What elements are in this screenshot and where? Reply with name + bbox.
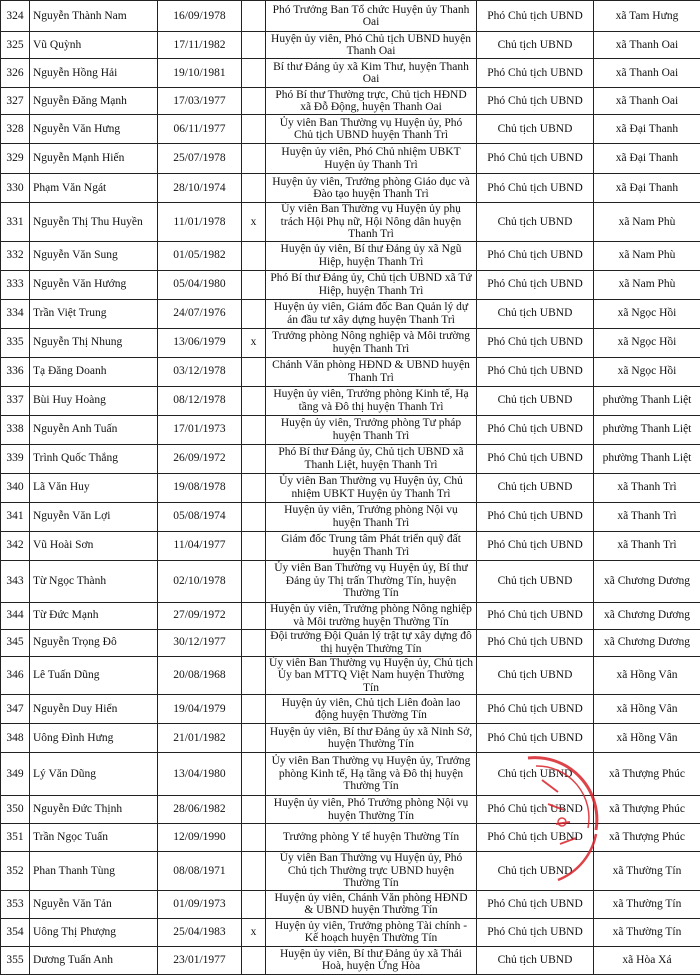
full-name-cell: Trần Việt Trung	[30, 299, 158, 328]
table-row	[1, 629, 700, 656]
proposed-position-cell: Chủ tịch UBND	[477, 560, 594, 602]
female-mark-cell: x	[242, 328, 266, 357]
proposed-position-cell: Phó Chủ tịch UBND	[477, 695, 594, 724]
full-name-cell: Nguyễn Văn Sung	[30, 241, 158, 270]
commune-unit-cell: xã Thanh Oai	[594, 32, 700, 59]
proposed-position-cell: Chủ tịch UBND	[477, 386, 594, 415]
birth-date-cell: 28/10/1974	[158, 174, 242, 203]
table-row	[1, 59, 700, 88]
female-mark-cell	[242, 890, 266, 918]
current-position-cell: Ủy viên Ban Thường vụ Huyện ủy, Bí thư Đảng ủy Thị trấn Thường Tín, huyện Thường Tín	[266, 560, 477, 602]
current-position-cell: Huyện ủy viên, Phó Chủ nhiệm UBKT Huyện ủy Thanh Trì	[266, 144, 477, 174]
row-number-cell: 354	[1, 918, 30, 946]
birth-date-cell: 08/12/1978	[158, 386, 242, 415]
proposed-position-cell: Phó Chủ tịch UBND	[477, 415, 594, 444]
current-position-cell: Huyện ủy viên, Bí thư Đảng ủy xã Ngũ Hiệp, huyện Thanh Trì	[266, 241, 477, 270]
row-number-cell: 332	[1, 241, 30, 270]
row-number-cell: 346	[1, 656, 30, 695]
table-row	[1, 890, 700, 918]
birth-date-cell: 19/04/1979	[158, 695, 242, 724]
female-mark-cell	[242, 695, 266, 724]
current-position-cell: Huyện ủy viên, Trưởng phòng Kinh tế, Hạ tầng và Đô thị huyện Thanh Trì	[266, 386, 477, 415]
female-mark-cell	[242, 1, 266, 32]
female-mark-cell	[242, 560, 266, 602]
commune-unit-cell: phường Thanh Liệt	[594, 386, 700, 415]
full-name-cell: Phạm Văn Ngát	[30, 174, 158, 203]
female-mark-cell	[242, 656, 266, 695]
commune-unit-cell: xã Nam Phù	[594, 270, 700, 299]
table-row	[1, 602, 700, 629]
proposed-position-cell: Phó Chủ tịch UBND	[477, 88, 594, 115]
current-position-cell: Phó Trưởng Ban Tổ chức Huyện ủy Thanh Oai	[266, 1, 477, 32]
table-body	[1, 1, 700, 975]
row-number-cell: 344	[1, 602, 30, 629]
row-number-cell: 335	[1, 328, 30, 357]
female-mark-cell	[242, 724, 266, 753]
current-position-cell: Giám đốc Trung tâm Phát triển quỹ đất huyện Thanh Trì	[266, 531, 477, 560]
female-mark-cell	[242, 824, 266, 852]
female-mark-cell	[242, 299, 266, 328]
proposed-position-cell: Chủ tịch UBND	[477, 32, 594, 59]
female-mark-cell	[242, 796, 266, 824]
row-number-cell: 342	[1, 531, 30, 560]
commune-unit-cell: xã Ngọc Hồi	[594, 299, 700, 328]
table-row	[1, 444, 700, 473]
commune-unit-cell: xã Thanh Oai	[594, 59, 700, 88]
full-name-cell: Nguyễn Văn Hướng	[30, 270, 158, 299]
row-number-cell: 340	[1, 473, 30, 502]
female-mark-cell	[242, 473, 266, 502]
proposed-position-cell: Phó Chủ tịch UBND	[477, 174, 594, 203]
row-number-cell: 350	[1, 796, 30, 824]
current-position-cell: Ủy viên Ban Thường vụ Huyện ủy, Chủ tịch Ủy ban MTTQ Việt Nam huyện Thường Tín	[266, 656, 477, 695]
row-number-cell: 336	[1, 357, 30, 386]
birth-date-cell: 19/08/1978	[158, 473, 242, 502]
full-name-cell: Nguyễn Anh Tuấn	[30, 415, 158, 444]
current-position-cell: Ủy viên Ban Thường vụ Huyện ủy phụ trách Hội Phụ nữ, Hội Nông dân huyện Thanh Trì	[266, 203, 477, 242]
full-name-cell: Từ Đức Mạnh	[30, 602, 158, 629]
proposed-position-cell: Phó Chủ tịch UBND	[477, 890, 594, 918]
proposed-position-cell: Phó Chủ tịch UBND	[477, 241, 594, 270]
row-number-cell: 338	[1, 415, 30, 444]
proposed-position-cell: Phó Chủ tịch UBND	[477, 357, 594, 386]
current-position-cell: Huyện ủy viên, Phó Trưởng phòng Nội vụ huyện Thường Tín	[266, 796, 477, 824]
row-number-cell: 325	[1, 32, 30, 59]
row-number-cell: 353	[1, 890, 30, 918]
full-name-cell: Nguyễn Văn Hưng	[30, 115, 158, 144]
table-row	[1, 852, 700, 891]
commune-unit-cell: xã Thường Tín	[594, 852, 700, 891]
birth-date-cell: 01/09/1973	[158, 890, 242, 918]
commune-unit-cell: xã Đại Thanh	[594, 115, 700, 144]
proposed-position-cell: Phó Chủ tịch UBND	[477, 724, 594, 753]
current-position-cell: Huyện ủy viên, Chủ tịch Liên đoàn lao động huyện Thường Tín	[266, 695, 477, 724]
proposed-position-cell: Phó Chủ tịch UBND	[477, 1, 594, 32]
commune-unit-cell: xã Nam Phù	[594, 241, 700, 270]
proposed-position-cell: Chủ tịch UBND	[477, 203, 594, 242]
female-mark-cell	[242, 59, 266, 88]
birth-date-cell: 05/04/1980	[158, 270, 242, 299]
birth-date-cell: 06/11/1977	[158, 115, 242, 144]
row-number-cell: 333	[1, 270, 30, 299]
table-row	[1, 203, 700, 242]
table-row	[1, 502, 700, 531]
proposed-position-cell: Chủ tịch UBND	[477, 946, 594, 974]
current-position-cell: Ủy viên Ban Thường vụ Huyện ủy, Chủ nhiệm UBKT Huyện ủy Thanh Trì	[266, 473, 477, 502]
row-number-cell: 355	[1, 946, 30, 974]
commune-unit-cell: xã Thường Tín	[594, 918, 700, 946]
table-row	[1, 270, 700, 299]
female-mark-cell	[242, 32, 266, 59]
full-name-cell: Nguyễn Trọng Đô	[30, 629, 158, 656]
birth-date-cell: 11/01/1978	[158, 203, 242, 242]
current-position-cell: Huyện ủy viên, Bí thư Đảng ủy xã Thái Hoà, huyện Ứng Hòa	[266, 946, 477, 974]
table-row	[1, 386, 700, 415]
full-name-cell: Uông Đình Hưng	[30, 724, 158, 753]
current-position-cell: Đội trưởng Đội Quản lý trật tự xây dựng đô thị huyện Thường Tín	[266, 629, 477, 656]
table-row	[1, 32, 700, 59]
commune-unit-cell: xã Thanh Trì	[594, 502, 700, 531]
current-position-cell: Huyện ủy viên, Trưởng phòng Nội vụ huyện Thanh Trì	[266, 502, 477, 531]
commune-unit-cell: xã Thanh Trì	[594, 473, 700, 502]
table-row	[1, 918, 700, 946]
commune-unit-cell: xã Chương Dương	[594, 602, 700, 629]
commune-unit-cell: xã Ngọc Hồi	[594, 328, 700, 357]
full-name-cell: Trình Quốc Thắng	[30, 444, 158, 473]
table-row	[1, 796, 700, 824]
table-row	[1, 946, 700, 974]
table-row	[1, 473, 700, 502]
row-number-cell: 347	[1, 695, 30, 724]
commune-unit-cell: phường Thanh Liệt	[594, 444, 700, 473]
table-row	[1, 144, 700, 174]
proposed-position-cell: Chủ tịch UBND	[477, 473, 594, 502]
commune-unit-cell: xã Hồng Vân	[594, 695, 700, 724]
female-mark-cell	[242, 852, 266, 891]
proposed-position-cell: Chủ tịch UBND	[477, 852, 594, 891]
female-mark-cell	[242, 357, 266, 386]
proposed-position-cell: Phó Chủ tịch UBND	[477, 629, 594, 656]
commune-unit-cell: xã Đại Thanh	[594, 144, 700, 174]
full-name-cell: Nguyễn Đức Thịnh	[30, 796, 158, 824]
table-row	[1, 241, 700, 270]
full-name-cell: Nguyễn Văn Lợi	[30, 502, 158, 531]
full-name-cell: Bùi Huy Hoàng	[30, 386, 158, 415]
birth-date-cell: 19/10/1981	[158, 59, 242, 88]
current-position-cell: Ủy viên Ban Thường vụ Huyện ủy, Phó Chủ tịch Thường trực UBND huyện Thường Tín	[266, 852, 477, 891]
table-row	[1, 724, 700, 753]
proposed-position-cell: Phó Chủ tịch UBND	[477, 502, 594, 531]
current-position-cell: Ủy viên Ban Thường vụ Huyện ủy, Trưởng phòng Kinh tế, Hạ tầng và Đô thị huyện Thường Tín	[266, 753, 477, 796]
full-name-cell: Nguyễn Thành Nam	[30, 1, 158, 32]
birth-date-cell: 08/08/1971	[158, 852, 242, 891]
current-position-cell: Huyện ủy viên, Trưởng phòng Tài chính - Kế hoạch huyện Thường Tín	[266, 918, 477, 946]
row-number-cell: 326	[1, 59, 30, 88]
row-number-cell: 329	[1, 144, 30, 174]
female-mark-cell	[242, 241, 266, 270]
proposed-position-cell: Chủ tịch UBND	[477, 115, 594, 144]
proposed-position-cell: Phó Chủ tịch UBND	[477, 918, 594, 946]
commune-unit-cell: xã Thanh Oai	[594, 88, 700, 115]
commune-unit-cell: phường Thanh Liệt	[594, 415, 700, 444]
full-name-cell: Vũ Hoài Sơn	[30, 531, 158, 560]
current-position-cell: Huyện ủy viên, Bí thư Đảng ủy xã Ninh Sở, huyện Thường Tín	[266, 724, 477, 753]
commune-unit-cell: xã Nam Phù	[594, 203, 700, 242]
full-name-cell: Vũ Quỳnh	[30, 32, 158, 59]
birth-date-cell: 01/05/1982	[158, 241, 242, 270]
full-name-cell: Nguyễn Mạnh Hiến	[30, 144, 158, 174]
table-row	[1, 115, 700, 144]
current-position-cell: Huyện ủy viên, Trưởng phòng Giáo dục và Đào tạo huyện Thanh Trì	[266, 174, 477, 203]
birth-date-cell: 12/09/1990	[158, 824, 242, 852]
full-name-cell: Nguyễn Hồng Hải	[30, 59, 158, 88]
birth-date-cell: 27/09/1972	[158, 602, 242, 629]
row-number-cell: 324	[1, 1, 30, 32]
commune-unit-cell: xã Thượng Phúc	[594, 824, 700, 852]
birth-date-cell: 30/12/1977	[158, 629, 242, 656]
proposed-position-cell: Phó Chủ tịch UBND	[477, 270, 594, 299]
current-position-cell: Trưởng phòng Y tế huyện Thường Tín	[266, 824, 477, 852]
commune-unit-cell: xã Chương Dương	[594, 629, 700, 656]
row-number-cell: 348	[1, 724, 30, 753]
commune-unit-cell: xã Thượng Phúc	[594, 753, 700, 796]
current-position-cell: Phó Bí thư Đảng ủy, Chủ tịch UBND xã Tứ Hiệp, huyện Thanh Trì	[266, 270, 477, 299]
birth-date-cell: 13/04/1980	[158, 753, 242, 796]
birth-date-cell: 23/01/1977	[158, 946, 242, 974]
proposed-position-cell: Phó Chủ tịch UBND	[477, 796, 594, 824]
commune-unit-cell: xã Tam Hưng	[594, 1, 700, 32]
proposed-position-cell: Phó Chủ tịch UBND	[477, 328, 594, 357]
current-position-cell: Bí thư Đảng ủy xã Kim Thư, huyện Thanh Oai	[266, 59, 477, 88]
commune-unit-cell: xã Thanh Trì	[594, 531, 700, 560]
full-name-cell: Nguyễn Duy Hiển	[30, 695, 158, 724]
commune-unit-cell: xã Hồng Vân	[594, 724, 700, 753]
current-position-cell: Phó Bí thư Đảng ủy, Chủ tịch UBND xã Thanh Liệt, huyện Thanh Trì	[266, 444, 477, 473]
female-mark-cell	[242, 415, 266, 444]
birth-date-cell: 28/06/1982	[158, 796, 242, 824]
current-position-cell: Huyện ủy viên, Giám đốc Ban Quản lý dự án đầu tư xây dựng huyện Thanh Trì	[266, 299, 477, 328]
female-mark-cell	[242, 115, 266, 144]
full-name-cell: Dương Tuấn Anh	[30, 946, 158, 974]
full-name-cell: Nguyễn Thị Nhung	[30, 328, 158, 357]
full-name-cell: Lý Văn Dũng	[30, 753, 158, 796]
row-number-cell: 339	[1, 444, 30, 473]
row-number-cell: 341	[1, 502, 30, 531]
female-mark-cell	[242, 602, 266, 629]
birth-date-cell: 16/09/1978	[158, 1, 242, 32]
commune-unit-cell: xã Chương Dương	[594, 560, 700, 602]
birth-date-cell: 05/08/1974	[158, 502, 242, 531]
row-number-cell: 331	[1, 203, 30, 242]
proposed-position-cell: Chủ tịch UBND	[477, 656, 594, 695]
table-row	[1, 88, 700, 115]
table-row	[1, 695, 700, 724]
table-row	[1, 415, 700, 444]
full-name-cell: Phan Thanh Tùng	[30, 852, 158, 891]
row-number-cell: 337	[1, 386, 30, 415]
full-name-cell: Trần Ngọc Tuấn	[30, 824, 158, 852]
birth-date-cell: 17/01/1973	[158, 415, 242, 444]
female-mark-cell	[242, 502, 266, 531]
current-position-cell: Huyện ủy viên, Trưởng phòng Nông nghiệp và Môi trường huyện Thường Tín	[266, 602, 477, 629]
row-number-cell: 351	[1, 824, 30, 852]
table-row	[1, 328, 700, 357]
row-number-cell: 328	[1, 115, 30, 144]
proposed-position-cell: Phó Chủ tịch UBND	[477, 144, 594, 174]
row-number-cell: 343	[1, 560, 30, 602]
commune-unit-cell: xã Thượng Phúc	[594, 796, 700, 824]
row-number-cell: 345	[1, 629, 30, 656]
current-position-cell: Huyện ủy viên, Trưởng phòng Tư pháp huyện Thanh Trì	[266, 415, 477, 444]
female-mark-cell	[242, 270, 266, 299]
commune-unit-cell: xã Ngọc Hồi	[594, 357, 700, 386]
birth-date-cell: 17/11/1982	[158, 32, 242, 59]
full-name-cell: Nguyễn Đăng Mạnh	[30, 88, 158, 115]
row-number-cell: 349	[1, 753, 30, 796]
female-mark-cell	[242, 629, 266, 656]
full-name-cell: Lã Văn Huy	[30, 473, 158, 502]
female-mark-cell	[242, 174, 266, 203]
table-row	[1, 1, 700, 32]
female-mark-cell	[242, 531, 266, 560]
current-position-cell: Chánh Văn phòng HĐND & UBND huyện Thanh Trì	[266, 357, 477, 386]
current-position-cell: Ủy viên Ban Thường vụ Huyện ủy, Phó Chủ tịch UBND huyện Thanh Trì	[266, 115, 477, 144]
full-name-cell: Từ Ngọc Thành	[30, 560, 158, 602]
birth-date-cell: 11/04/1977	[158, 531, 242, 560]
full-name-cell: Nguyễn Thị Thu Huyền	[30, 203, 158, 242]
commune-unit-cell: xã Thường Tín	[594, 890, 700, 918]
current-position-cell: Huyện ủy viên, Chánh Văn phòng HĐND & UBND huyện Thường Tín	[266, 890, 477, 918]
current-position-cell: Phó Bí thư Thường trực, Chủ tịch HĐND xã Đỗ Động, huyện Thanh Oai	[266, 88, 477, 115]
proposed-position-cell: Phó Chủ tịch UBND	[477, 824, 594, 852]
proposed-position-cell: Phó Chủ tịch UBND	[477, 531, 594, 560]
table-row	[1, 656, 700, 695]
female-mark-cell: x	[242, 203, 266, 242]
birth-date-cell: 03/12/1978	[158, 357, 242, 386]
full-name-cell: Uông Thị Phượng	[30, 918, 158, 946]
female-mark-cell	[242, 88, 266, 115]
birth-date-cell: 17/03/1977	[158, 88, 242, 115]
table-row	[1, 560, 700, 602]
proposed-position-cell: Chủ tịch UBND	[477, 299, 594, 328]
proposed-position-cell: Phó Chủ tịch UBND	[477, 602, 594, 629]
birth-date-cell: 21/01/1982	[158, 724, 242, 753]
current-position-cell: Trưởng phòng Nông nghiệp và Môi trường huyện Thanh Trì	[266, 328, 477, 357]
birth-date-cell: 24/07/1976	[158, 299, 242, 328]
female-mark-cell	[242, 444, 266, 473]
female-mark-cell: x	[242, 918, 266, 946]
commune-unit-cell: xã Đại Thanh	[594, 174, 700, 203]
table-row	[1, 357, 700, 386]
table-row	[1, 531, 700, 560]
birth-date-cell: 25/04/1983	[158, 918, 242, 946]
current-position-cell: Huyện ủy viên, Phó Chủ tịch UBND huyện Thanh Oai	[266, 32, 477, 59]
female-mark-cell	[242, 753, 266, 796]
commune-unit-cell: xã Hồng Vân	[594, 656, 700, 695]
full-name-cell: Nguyễn Văn Tản	[30, 890, 158, 918]
table-row	[1, 174, 700, 203]
proposed-position-cell: Phó Chủ tịch UBND	[477, 59, 594, 88]
row-number-cell: 330	[1, 174, 30, 203]
birth-date-cell: 20/08/1968	[158, 656, 242, 695]
table-row	[1, 753, 700, 796]
row-number-cell: 334	[1, 299, 30, 328]
birth-date-cell: 02/10/1978	[158, 560, 242, 602]
female-mark-cell	[242, 386, 266, 415]
commune-unit-cell: xã Hòa Xá	[594, 946, 700, 974]
proposed-position-cell: Chủ tịch UBND	[477, 753, 594, 796]
table-row	[1, 299, 700, 328]
birth-date-cell: 13/06/1979	[158, 328, 242, 357]
full-name-cell: Tạ Đăng Doanh	[30, 357, 158, 386]
row-number-cell: 327	[1, 88, 30, 115]
female-mark-cell	[242, 144, 266, 174]
birth-date-cell: 26/09/1972	[158, 444, 242, 473]
table-row	[1, 824, 700, 852]
full-name-cell: Lê Tuấn Dũng	[30, 656, 158, 695]
birth-date-cell: 25/07/1978	[158, 144, 242, 174]
proposed-position-cell: Phó Chủ tịch UBND	[477, 444, 594, 473]
female-mark-cell	[242, 946, 266, 974]
row-number-cell: 352	[1, 852, 30, 891]
